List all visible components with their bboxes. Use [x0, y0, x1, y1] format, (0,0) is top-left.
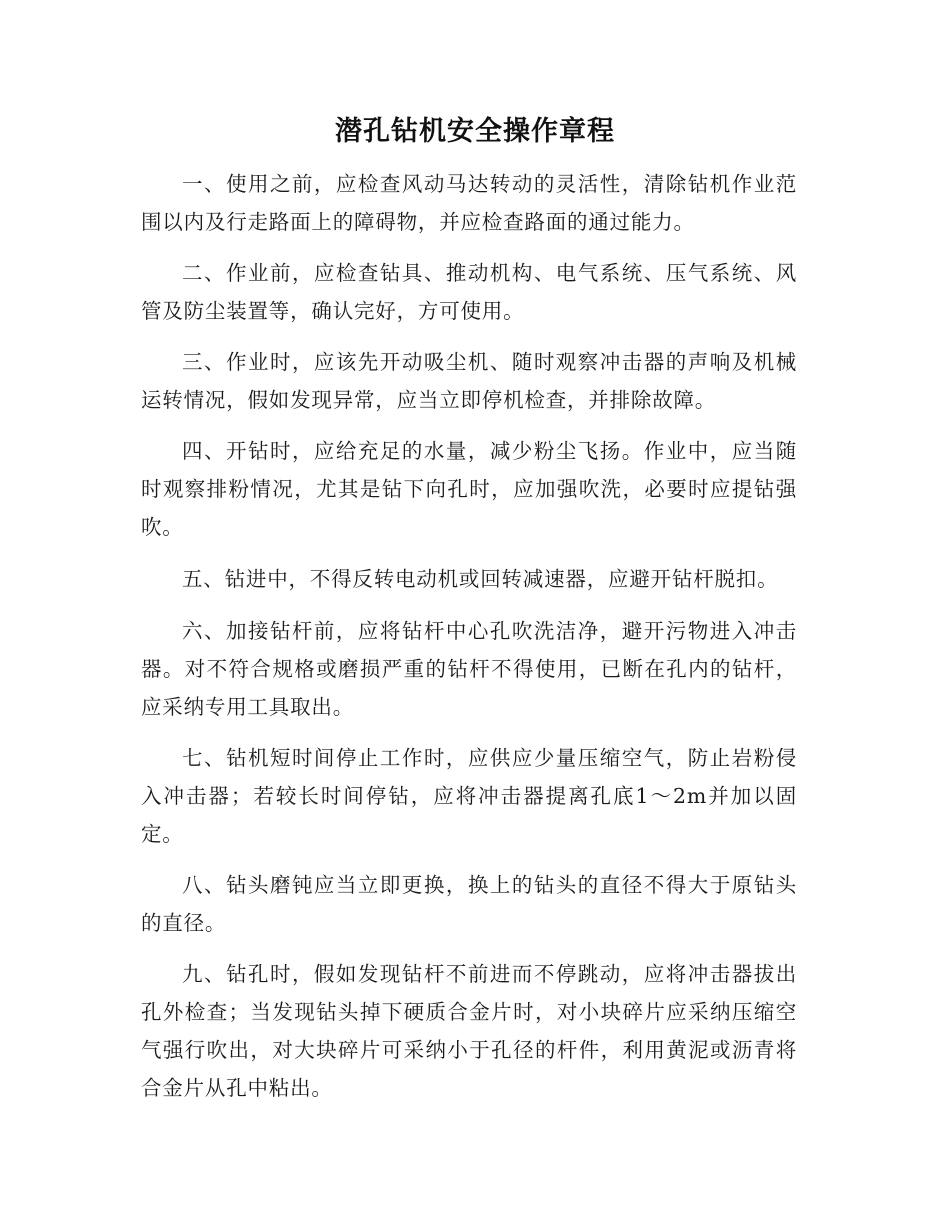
paragraph-6: 六、加接钻杆前，应将钻杆中心孔吹洗洁净，避开污物进入冲击器。对不符合规格或磨损严重的钻杆不得使用，已断在孔内的钻杆，应采纳专用工具取出。 [141, 619, 797, 719]
paragraph-3: 三、作业时，应该先开动吸尘机、随时观察冲击器的声响及机械运转情况，假如发现异常，应当立即停机检查，并排除故障。 [141, 350, 797, 412]
paragraph-7: 七、钻机短时间停止工作时，应供应少量压缩空气，防止岩粉侵入冲击器；若较长时间停钻，应将冲击器提离孔底1～2m并加以固定。 [141, 746, 797, 846]
document-title: 潜孔钻机安全操作章程 [335, 116, 615, 147]
paragraph-1: 一、使用之前，应检查风动马达转动的灵活性，清除钻机作业范围以内及行走路面上的障碍物，并应检查路面的通过能力。 [141, 172, 797, 234]
paragraph-4: 四、开钻时，应给充足的水量，减少粉尘飞扬。作业中，应当随时观察排粉情况，尤其是钻下向孔时，应加强吹洗，必要时应提钻强吹。 [141, 439, 797, 539]
paragraph-2: 二、作业前，应检查钻具、推动机构、电气系统、压气系统、风管及防尘装置等，确认完好，方可使用。 [141, 261, 797, 323]
paragraph-8: 八、钻头磨钝应当立即更换，换上的钻头的直径不得大于原钻头的直径。 [141, 873, 797, 935]
paragraph-9: 九、钻孔时，假如发现钻杆不前进而不停跳动，应将冲击器拔出孔外检查；当发现钻头掉下硬质合金片时，对小块碎片应采纳压缩空气强行吹出，对大块碎片可采纳小于孔径的杆件，利用黄泥或沥青将合金片从孔中粘出。 [141, 962, 797, 1100]
paragraph-5: 五、钻进中，不得反转电动机或回转减速器，应避开钻杆脱扣。 [182, 567, 779, 591]
